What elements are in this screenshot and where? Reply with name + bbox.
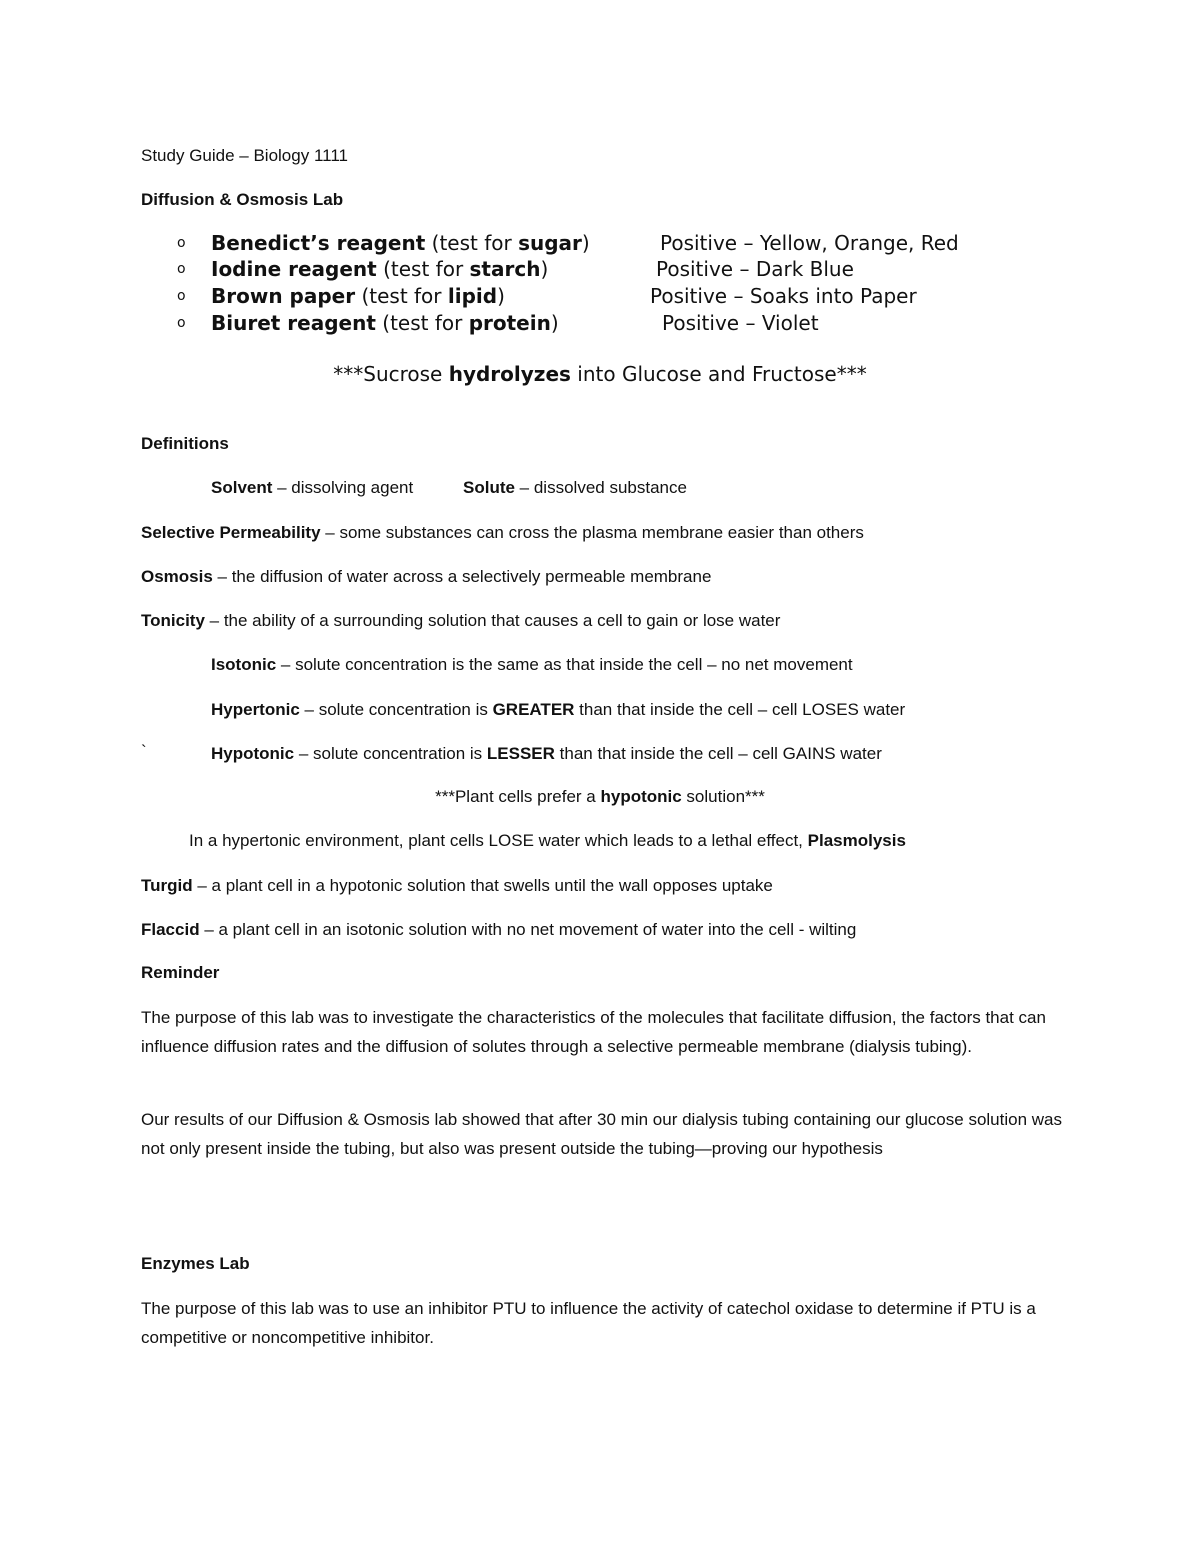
test-for-text: (test for	[375, 311, 469, 335]
sucrose-pre: ***Sucrose	[333, 362, 449, 386]
reagent-name: Brown paper	[211, 284, 356, 308]
test-for-text: (test for	[376, 257, 470, 281]
definition-text: than that inside the cell – cell GAINS water	[554, 744, 882, 763]
term: Selective Permeability	[141, 523, 321, 542]
section-heading-definitions: Definitions	[141, 434, 229, 453]
definition-isotonic	[211, 654, 853, 676]
bullet-marker: o	[177, 235, 186, 251]
term: Solvent	[211, 478, 273, 497]
definition-solvent	[211, 477, 413, 499]
definition-text: – the diffusion of water across a selectively permeable membrane	[212, 567, 712, 586]
term: Plasmolysis	[807, 831, 906, 850]
stray-backtick: `	[141, 742, 147, 761]
definition-text: – some substances can cross the plasma membrane easier than others	[320, 523, 864, 542]
test-close: )	[540, 257, 549, 281]
section-heading-reminder: Reminder	[141, 963, 220, 982]
test-close: )	[581, 231, 590, 255]
enzymes-paragraph: The purpose of this lab was to use an inhibitor PTU to influence the activity of catechol oxidase to determine if PTU is a competitive or noncompetitive inhibitor.	[141, 1299, 1036, 1347]
definition-osmosis	[141, 566, 711, 588]
sucrose-post: into Glucose and Fructose***	[570, 362, 867, 386]
definition-text: – solute concentration is	[299, 700, 493, 719]
definition-text: – dissolved substance	[514, 478, 687, 497]
reminder-paragraph-purpose: The purpose of this lab was to investigate the characteristics of the molecules that facilitate diffusion, the factors that can influence diffusion rates and the diffusion of solutes through a selective permeable membrane (dialysis tubing).	[141, 1008, 1046, 1056]
bullet-marker: o	[177, 288, 186, 304]
test-close: )	[550, 311, 559, 335]
test-result-benedict: Positive – Yellow, Orange, Red	[660, 231, 959, 255]
note-pre: ***Plant cells prefer a	[435, 787, 601, 806]
definition-hypotonic	[211, 743, 882, 765]
test-target: starch	[469, 257, 541, 281]
definition-text: – solute concentration is	[294, 744, 487, 763]
sucrose-bold: hydrolyzes	[448, 362, 571, 386]
plasmolysis-note	[189, 830, 906, 852]
doc-title: Study Guide – Biology 1111	[141, 146, 348, 165]
reagent-name: Benedict’s reagent	[211, 231, 426, 255]
note-bold: hypotonic	[600, 787, 682, 806]
note-post: solution***	[681, 787, 765, 806]
term: Tonicity	[141, 611, 205, 630]
definition-text: – the ability of a surrounding solution that causes a cell to gain or lose water	[204, 611, 781, 630]
definition-turgid	[141, 875, 773, 897]
test-target: sugar	[518, 231, 582, 255]
test-for-text: (test for	[355, 284, 448, 308]
definition-text: than that inside the cell – cell LOSES water	[574, 700, 906, 719]
definition-text: – solute concentration is the same as that inside the cell – no net movement	[276, 655, 853, 674]
definition-selective-permeability	[141, 522, 864, 544]
emphasis: GREATER	[492, 700, 575, 719]
plant-cells-note	[0, 786, 1200, 808]
note-text: In a hypertonic environment, plant cells LOSE water which leads to a lethal effect,	[189, 831, 808, 850]
emphasis: LESSER	[486, 744, 555, 763]
definition-text: – a plant cell in a hypotonic solution that swells until the wall opposes uptake	[192, 876, 773, 895]
term: Isotonic	[211, 655, 277, 674]
test-result-biuret: Positive – Violet	[662, 311, 819, 335]
reagent-name: Iodine reagent	[211, 257, 377, 281]
sucrose-note	[0, 361, 1200, 387]
term: Hypertonic	[211, 700, 300, 719]
term: Turgid	[141, 876, 193, 895]
definition-solute	[463, 477, 687, 499]
reagent-name: Biuret reagent	[211, 311, 376, 335]
bullet-marker: o	[177, 261, 186, 277]
test-target: protein	[468, 311, 551, 335]
bullet-marker: o	[177, 315, 186, 331]
definition-flaccid	[141, 919, 856, 941]
section-heading-enzymes: Enzymes Lab	[141, 1254, 250, 1273]
term: Flaccid	[141, 920, 200, 939]
definition-hypertonic	[211, 699, 905, 721]
term: Hypotonic	[211, 744, 295, 763]
test-item-benedict	[211, 230, 590, 256]
test-item-iodine	[211, 256, 548, 282]
definition-text: – dissolving agent	[272, 478, 414, 497]
test-target: lipid	[447, 284, 498, 308]
definition-text: – a plant cell in an isotonic solution with no net movement of water into the cell - wilting	[199, 920, 857, 939]
definition-tonicity	[141, 610, 780, 632]
term: Solute	[463, 478, 515, 497]
test-close: )	[497, 284, 505, 308]
term: Osmosis	[141, 567, 213, 586]
reminder-paragraph-results: Our results of our Diffusion & Osmosis lab showed that after 30 min our dialysis tubing containing our glucose solution was not only present inside the tubing, but also was present outside the tubing—proving our hypothesis	[141, 1110, 1062, 1158]
test-result-brown-paper: Positive – Soaks into Paper	[650, 284, 917, 308]
test-for-text: (test for	[425, 231, 519, 255]
section-heading-diffusion: Diffusion & Osmosis Lab	[141, 190, 344, 209]
test-item-biuret	[211, 310, 559, 336]
test-result-iodine: Positive – Dark Blue	[656, 257, 854, 281]
test-item-brown-paper	[211, 283, 505, 309]
